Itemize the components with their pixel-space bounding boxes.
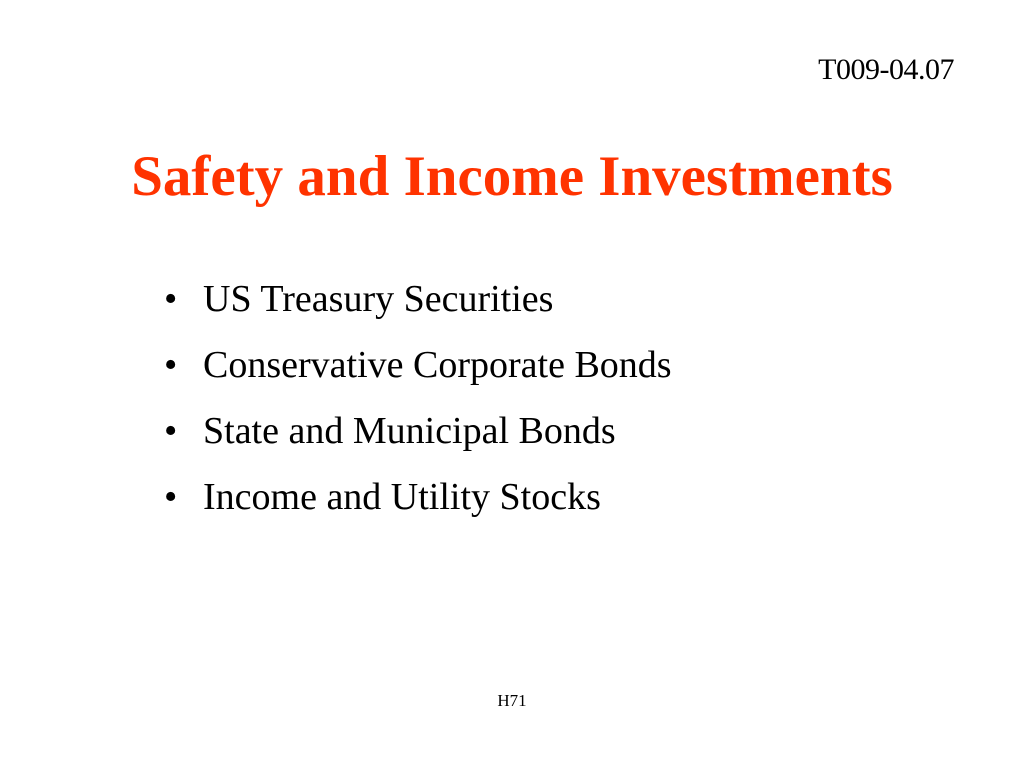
bullet-icon: •	[164, 476, 178, 518]
bullet-icon: •	[164, 278, 178, 320]
slide-title: Safety and Income Investments	[131, 145, 893, 208]
bullet-text: Conservative Corporate Bonds	[203, 344, 672, 386]
footer-page-code: H71	[497, 691, 527, 710]
bullet-item	[164, 270, 672, 336]
bullet-text: State and Municipal Bonds	[203, 410, 616, 452]
bullet-item	[164, 402, 672, 468]
bullet-icon: •	[164, 410, 178, 452]
bullet-text: Income and Utility Stocks	[203, 476, 601, 518]
bullet-text: US Treasury Securities	[203, 278, 554, 320]
bullet-icon: •	[164, 344, 178, 386]
bullet-list	[164, 270, 672, 534]
bullet-item	[164, 468, 672, 534]
bullet-item	[164, 336, 672, 402]
slide-code: T009-04.07	[818, 53, 954, 86]
